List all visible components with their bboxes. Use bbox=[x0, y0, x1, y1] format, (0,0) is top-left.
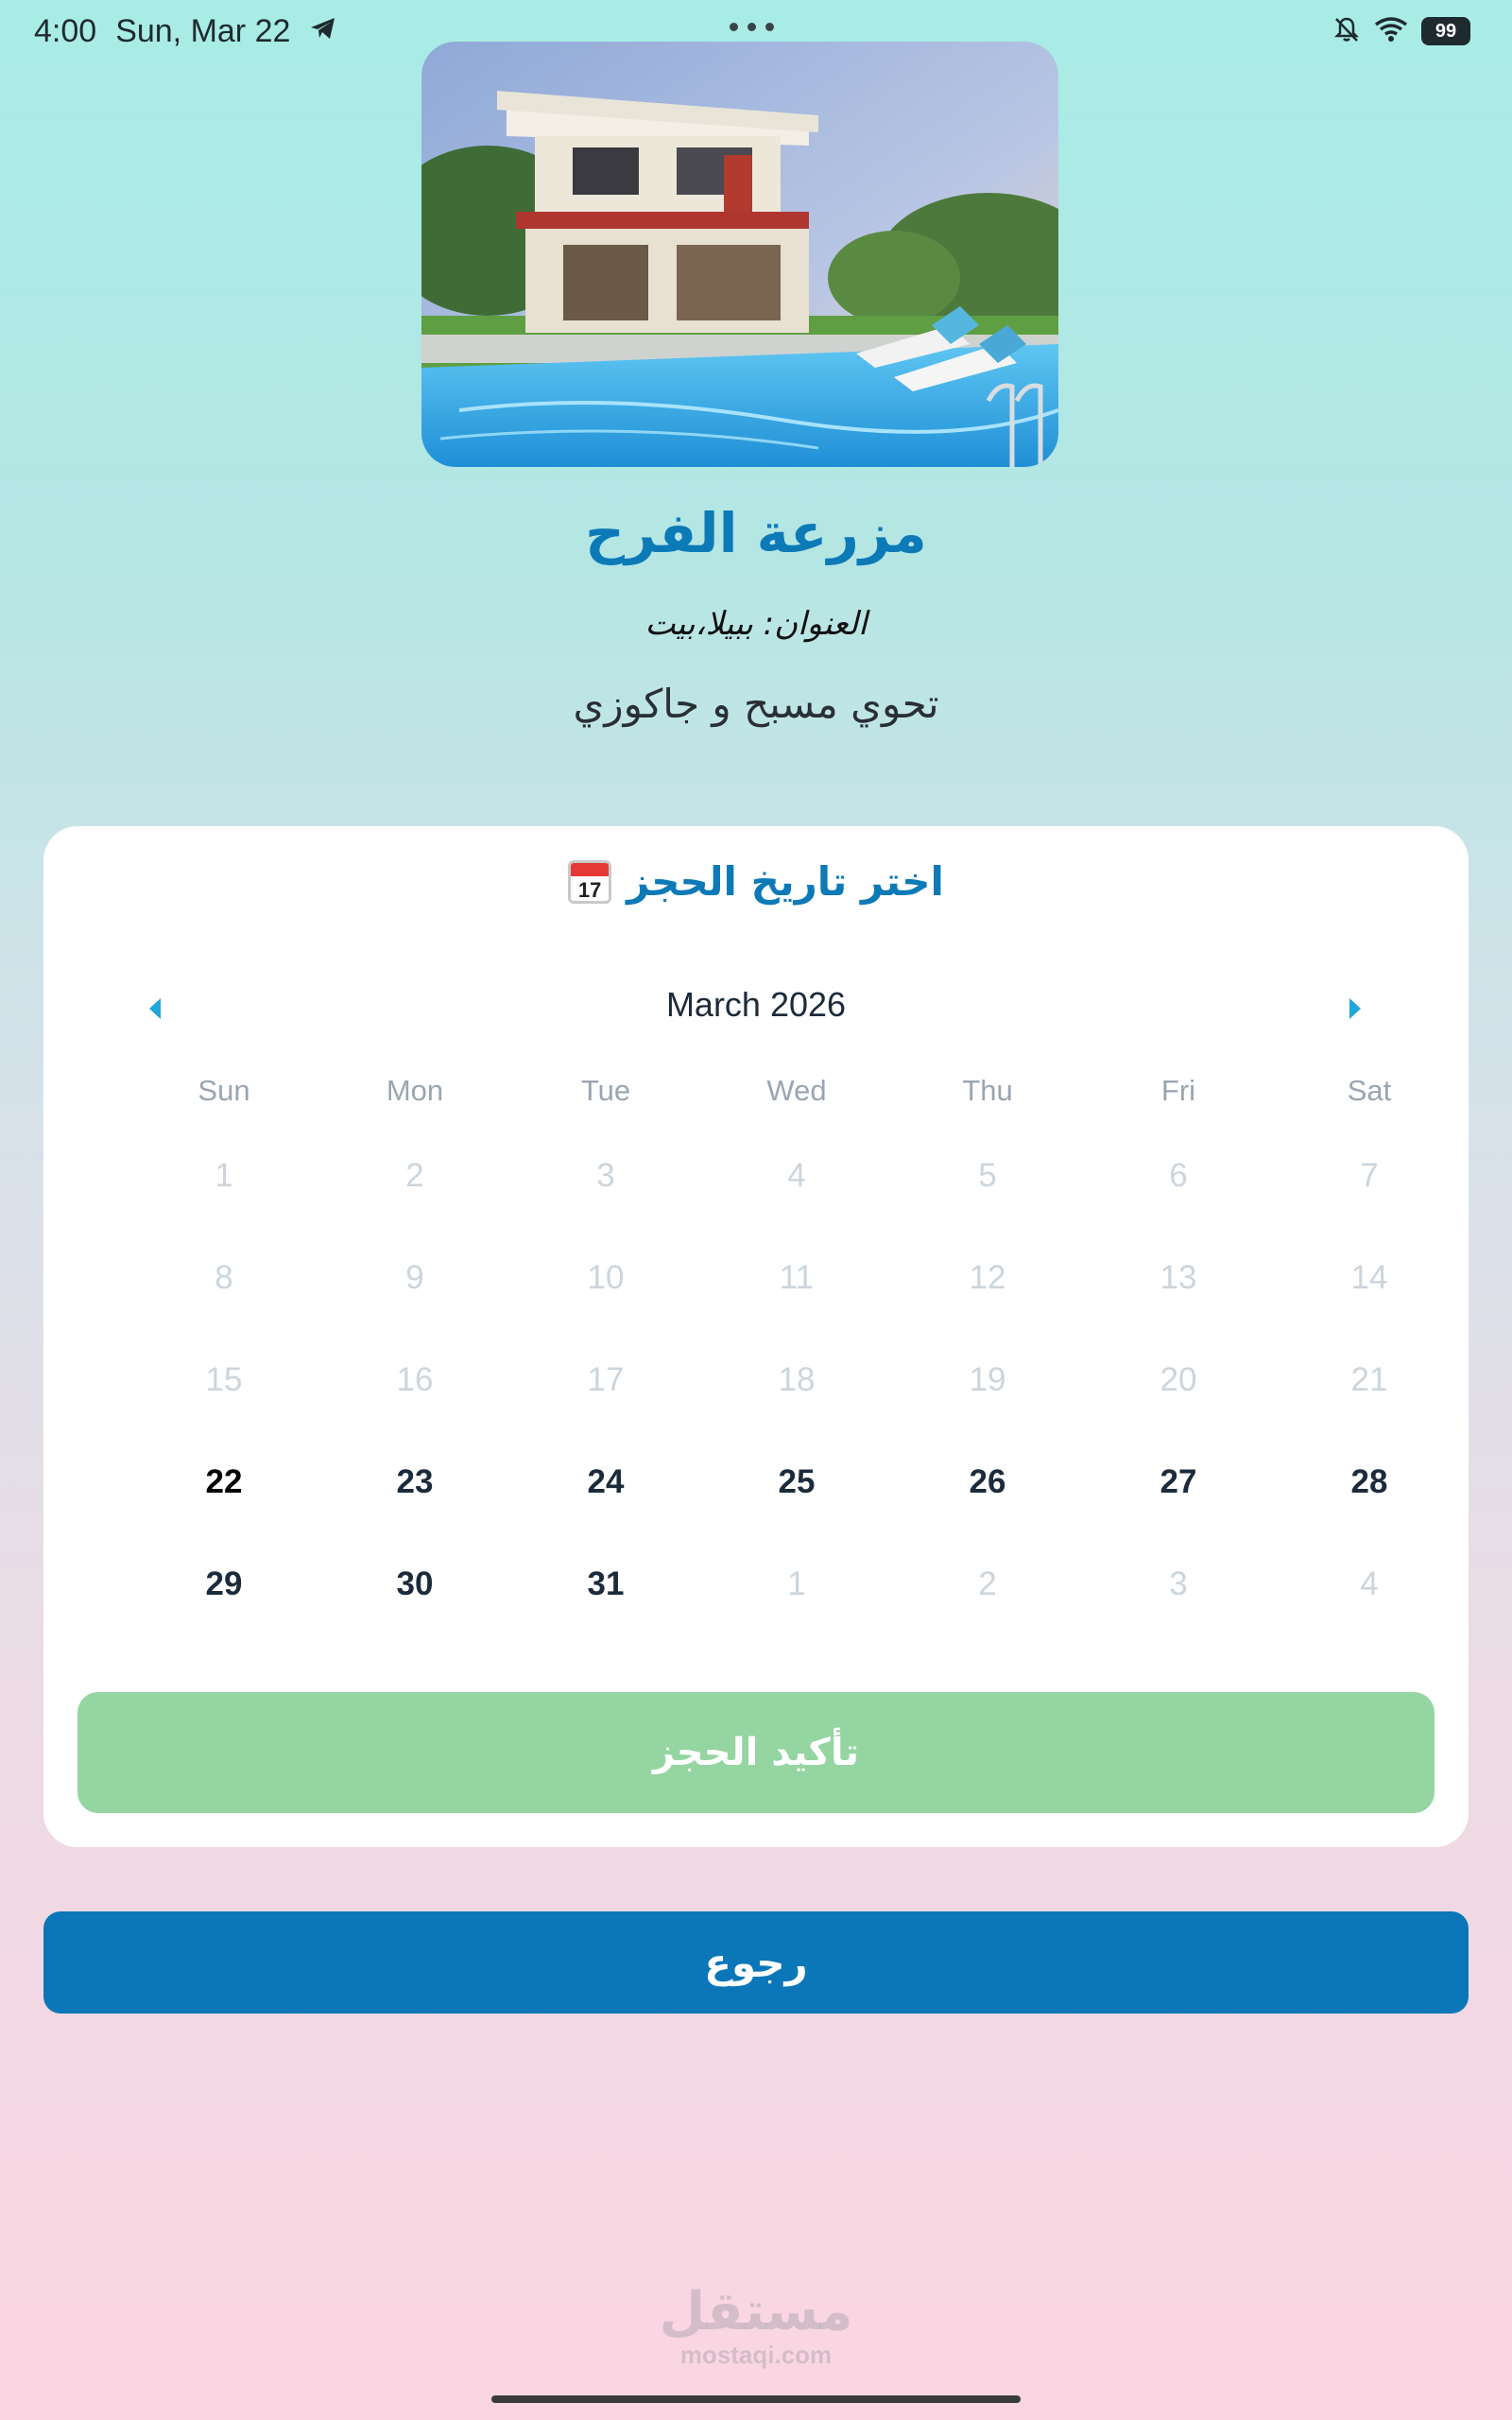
more-dots-icon[interactable] bbox=[730, 23, 774, 31]
home-indicator[interactable] bbox=[491, 2395, 1021, 2403]
calendar-day: 8 bbox=[215, 1259, 233, 1296]
wifi-icon bbox=[1374, 16, 1408, 46]
back-button[interactable]: رجوع bbox=[43, 1911, 1469, 2014]
booking-title-text: اختر تاريخ الحجز bbox=[627, 858, 944, 905]
chevron-right-icon[interactable] bbox=[1349, 998, 1361, 1019]
calendar-day: 4 bbox=[787, 1157, 806, 1194]
month-label: March 2026 bbox=[665, 985, 847, 1024]
calendar-day: 11 bbox=[779, 1259, 815, 1296]
calendar-day: 19 bbox=[969, 1361, 1006, 1398]
farm-description: تحوي مسبح و جاكوزي bbox=[573, 681, 939, 727]
battery-indicator: 99 bbox=[1421, 17, 1470, 45]
status-right bbox=[1332, 15, 1470, 47]
calendar-day: 18 bbox=[778, 1361, 816, 1398]
calendar-day: 20 bbox=[1160, 1361, 1197, 1398]
watermark-latin: mostaqi.com bbox=[679, 2341, 833, 2369]
status-time: 4:00 bbox=[34, 13, 97, 49]
calendar-day: 16 bbox=[396, 1361, 434, 1398]
confirm-booking-button[interactable]: تأكيد الحجز bbox=[77, 1692, 1435, 1813]
calendar-day[interactable]: 23 bbox=[396, 1463, 434, 1500]
calendar-day[interactable]: 26 bbox=[969, 1463, 1006, 1500]
calendar-day: 4 bbox=[1360, 1565, 1379, 1602]
calendar-day: 14 bbox=[1350, 1259, 1388, 1296]
calendar-day: 15 bbox=[205, 1361, 243, 1398]
farm-address: العنوان: ببيلا،بيت bbox=[644, 605, 868, 643]
calendar-day: 1 bbox=[215, 1157, 233, 1194]
telegram-icon bbox=[309, 13, 337, 50]
calendar-day: 5 bbox=[978, 1157, 997, 1194]
booking-card bbox=[43, 826, 1469, 1847]
weekday-label: Thu bbox=[962, 1074, 1013, 1107]
status-left bbox=[34, 13, 337, 50]
bell-muted-icon bbox=[1332, 15, 1361, 47]
weekday-header bbox=[129, 1074, 1480, 1108]
weekday-label: Tue bbox=[580, 1074, 631, 1107]
calendar-icon-day: 17 bbox=[577, 877, 602, 902]
calendar-day[interactable]: 31 bbox=[587, 1565, 625, 1602]
watermark-logo bbox=[0, 2281, 1512, 2370]
calendar-day: 6 bbox=[1169, 1157, 1188, 1194]
calendar-day: 3 bbox=[596, 1157, 615, 1194]
month-navigation bbox=[43, 985, 1469, 1038]
calendar-day: 21 bbox=[1350, 1361, 1388, 1398]
calendar-icon bbox=[568, 860, 611, 904]
booking-title bbox=[43, 858, 1469, 905]
calendar-day[interactable]: 30 bbox=[396, 1565, 434, 1602]
calendar-day[interactable]: 29 bbox=[205, 1565, 243, 1602]
weekday-label: Sun bbox=[198, 1074, 250, 1107]
calendar-day: 1 bbox=[787, 1565, 806, 1602]
calendar-day: 13 bbox=[1160, 1259, 1197, 1296]
weekday-label: Sat bbox=[1347, 1074, 1392, 1107]
watermark-arabic: مستقل bbox=[659, 2281, 853, 2342]
calendar-day[interactable]: 27 bbox=[1160, 1463, 1197, 1500]
calendar-day: 10 bbox=[587, 1259, 625, 1296]
calendar-day: 9 bbox=[405, 1259, 424, 1296]
calendar-days-grid bbox=[129, 1148, 1480, 1658]
weekday-label: Mon bbox=[386, 1074, 444, 1107]
weekday-label: Wed bbox=[766, 1074, 827, 1107]
calendar-day: 2 bbox=[978, 1565, 997, 1602]
calendar-day[interactable]: 25 bbox=[778, 1463, 816, 1500]
status-date: Sun, Mar 22 bbox=[115, 13, 291, 49]
calendar-day[interactable]: 28 bbox=[1350, 1463, 1388, 1500]
calendar-day[interactable]: 22 bbox=[205, 1463, 243, 1500]
calendar-day: 2 bbox=[405, 1157, 424, 1194]
calendar-day: 12 bbox=[969, 1259, 1006, 1296]
farm-name: مزرعة الفرح bbox=[585, 501, 927, 565]
calendar-day: 7 bbox=[1360, 1157, 1379, 1194]
calendar-day: 17 bbox=[587, 1361, 625, 1398]
calendar-day[interactable]: 24 bbox=[587, 1463, 625, 1500]
farm-photo bbox=[421, 42, 1058, 467]
calendar-day: 3 bbox=[1169, 1565, 1188, 1602]
weekday-label: Fri bbox=[1160, 1074, 1196, 1107]
